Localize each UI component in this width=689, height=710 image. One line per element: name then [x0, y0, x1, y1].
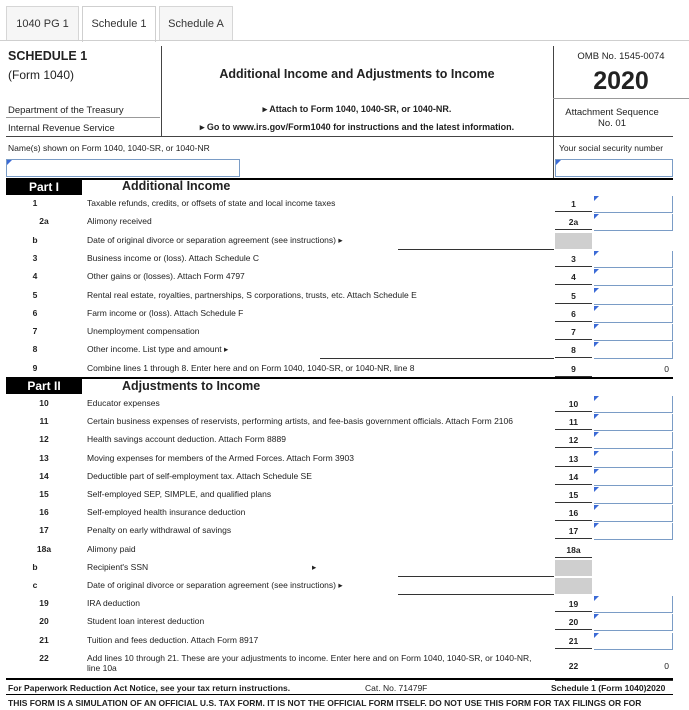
line-number: 22	[39, 652, 49, 663]
line-code: 16	[555, 505, 592, 521]
line-number: 13	[39, 452, 49, 463]
line-description: Educator expenses	[87, 398, 160, 408]
line-code: 7	[555, 324, 592, 340]
line-number: 10	[39, 398, 49, 408]
field-marker-icon	[594, 596, 599, 601]
tab-schedule-a[interactable]: Schedule A	[159, 6, 233, 40]
field-marker-icon	[594, 214, 599, 219]
line-number: 12	[39, 434, 49, 445]
form-title: Additional Income and Adjustments to Income	[219, 67, 495, 81]
line-code	[555, 578, 592, 594]
line-number: 6	[32, 307, 38, 318]
line-number: 2a	[39, 216, 49, 227]
line-code: 1	[555, 196, 592, 212]
amount-input[interactable]	[594, 432, 673, 449]
line-description: Combine lines 1 through 8. Enter here and on Form 1040, 1040-SR, or 1040-NR, line 8	[87, 362, 415, 373]
line-code: 19	[555, 596, 592, 612]
amount-input[interactable]	[594, 487, 673, 504]
line-description: Self-employed SEP, SIMPLE, and qualified plans	[87, 489, 272, 499]
inline-entry-field[interactable]	[398, 249, 554, 250]
line-number: c	[32, 580, 38, 590]
field-marker-icon	[594, 306, 599, 311]
line-number: 20	[39, 616, 49, 627]
line-code: 13	[555, 451, 592, 467]
line-code: 21	[555, 633, 592, 649]
amount-input[interactable]	[594, 633, 673, 650]
amount-input[interactable]	[594, 196, 673, 213]
name-input[interactable]	[6, 159, 240, 177]
field-marker-icon	[594, 269, 599, 274]
tab-schedule-1[interactable]: Schedule 1	[82, 6, 156, 42]
line-description: Tuition and fees deduction. Attach Form 8917	[87, 634, 259, 645]
sequence-number: No. 01	[598, 118, 626, 129]
line-number: 18a	[36, 543, 52, 554]
paperwork-notice: For Paperwork Reduction Act Notice, see your tax return instructions.	[8, 683, 291, 693]
line-number: 4	[32, 271, 38, 282]
part2-label: Part II	[6, 378, 82, 394]
schedule-reference: Schedule 1 (Form 1040)2020	[551, 683, 666, 693]
line-number: 5	[32, 289, 38, 300]
line-description: Recipient's SSN	[87, 561, 149, 572]
catalog-number: Cat. No. 71479F	[365, 683, 428, 693]
instructions-url: ▸ Go to www.irs.gov/Form1040 for instructions and the latest information.	[199, 122, 515, 132]
line-number: 9	[32, 362, 38, 373]
field-marker-icon	[556, 160, 561, 165]
inline-entry-field[interactable]	[320, 358, 554, 359]
amount-input[interactable]	[594, 288, 673, 305]
line-number: 16	[39, 507, 49, 518]
line-description: Self-employed health insurance deduction	[87, 507, 246, 518]
line-code: 20	[555, 614, 592, 630]
amount-input[interactable]	[594, 414, 673, 431]
line-code: 11	[555, 414, 592, 430]
irs-label: Internal Revenue Service	[8, 123, 115, 134]
line-number: b	[32, 561, 38, 572]
field-marker-icon	[594, 342, 599, 347]
attach-note: ▸ Attach to Form 1040, 1040-SR, or 1040-NR.	[262, 104, 452, 114]
field-marker-icon	[594, 523, 599, 528]
line-code: 9	[555, 361, 592, 377]
field-marker-icon	[594, 288, 599, 293]
line-number: b	[32, 234, 38, 245]
line-code: 3	[555, 251, 592, 267]
field-marker-icon	[594, 251, 599, 256]
field-marker-icon	[594, 451, 599, 456]
amount-input[interactable]	[594, 614, 673, 631]
tab-1040-pg1[interactable]: 1040 PG 1	[6, 6, 79, 40]
line-code: 18a	[555, 542, 592, 558]
amount-input[interactable]	[594, 396, 673, 413]
line-arrow: ▸	[312, 561, 317, 572]
field-marker-icon	[594, 633, 599, 638]
line-description: Farm income or (loss). Attach Schedule F	[87, 307, 244, 318]
line-description: Business income or (loss). Attach Schedule C	[87, 252, 259, 263]
line-number: 15	[39, 489, 49, 499]
line-code	[555, 560, 592, 576]
line-description: Certain business expenses of reservists, performing artists, and fee-basis government officials. Attach Form 2106	[87, 416, 513, 427]
amount-input[interactable]	[594, 251, 673, 268]
line-description: Rental real estate, royalties, partnerships, S corporations, trusts, etc. Attach Schedule E	[87, 289, 417, 300]
part1-title: Additional Income	[122, 179, 231, 193]
amount-input[interactable]	[594, 214, 673, 231]
field-marker-icon	[594, 414, 599, 419]
line-description: Date of original divorce or separation agreement (see instructions) ▸	[87, 234, 343, 245]
amount-input[interactable]	[594, 523, 673, 540]
line-description: Penalty on early withdrawal of savings	[87, 525, 232, 536]
amount-input: 0	[594, 361, 673, 378]
form-label: (Form 1040)	[8, 68, 75, 82]
line-description: Deductible part of self-employment tax. Attach Schedule SE	[87, 470, 312, 481]
line-code: 14	[555, 469, 592, 485]
field-marker-icon	[594, 396, 599, 401]
line-number: 19	[39, 598, 49, 609]
field-marker-icon	[594, 469, 599, 474]
line-code: 6	[555, 306, 592, 322]
schedule-title: SCHEDULE 1	[8, 49, 88, 63]
field-marker-icon	[594, 614, 599, 619]
line-description: Alimony received	[87, 216, 152, 227]
field-marker-icon	[7, 160, 12, 165]
amount-input: 0	[594, 651, 673, 681]
line-code	[555, 233, 592, 249]
tab-divider	[0, 40, 689, 41]
part2-title: Adjustments to Income	[122, 379, 261, 393]
line-number: 14	[39, 470, 49, 481]
amount-input[interactable]	[594, 451, 673, 468]
amount-input[interactable]	[594, 342, 673, 359]
inline-entry-field[interactable]	[398, 594, 554, 595]
line-code: 15	[555, 487, 592, 503]
ssn-label: Your social security number	[559, 143, 664, 153]
line-description: Date of original divorce or separation agreement (see instructions) ▸	[87, 580, 343, 590]
line-code: 17	[555, 523, 592, 539]
names-label: Name(s) shown on Form 1040, 1040-SR, or 1040-NR	[8, 143, 210, 153]
amount-input[interactable]	[594, 505, 673, 522]
line-code: 2a	[555, 214, 592, 230]
amount-input[interactable]	[594, 306, 673, 323]
line-code: 4	[555, 269, 592, 285]
line-description-cont: line 10a	[87, 662, 117, 673]
line-number: 11	[39, 416, 49, 427]
line-description: Add lines 10 through 21. These are your adjustments to income. Enter here and on Form 1040, 1040-SR, or 1040-NR,	[87, 652, 532, 663]
field-marker-icon	[594, 432, 599, 437]
line-code: 12	[555, 432, 592, 448]
field-marker-icon	[594, 324, 599, 329]
omb-number: OMB No. 1545-0074	[577, 51, 665, 62]
line-number: 3	[32, 252, 38, 263]
attachment-sequence: Attachment Sequence	[565, 107, 659, 118]
ssn-input[interactable]	[555, 159, 673, 177]
line-number: 21	[39, 634, 49, 645]
line-number: 7	[32, 326, 38, 337]
amount-input[interactable]	[594, 596, 673, 613]
amount-input[interactable]	[594, 269, 673, 286]
field-marker-icon	[594, 196, 599, 201]
simulation-disclaimer: THIS FORM IS A SIMULATION OF AN OFFICIAL U.S. TAX FORM. IT IS NOT THE OFFICIAL FORM ITSELF. DO NOT USE THIS FORM FOR TAX FILINGS OR FOR	[8, 698, 642, 708]
dept-label: Department of the Treasury	[8, 105, 124, 116]
line-description: Other gains or (losses). Attach Form 4797	[87, 271, 245, 282]
field-marker-icon	[594, 487, 599, 492]
tax-year: 2020	[593, 67, 649, 95]
line-code: 8	[555, 342, 592, 358]
line-description: Other income. List type and amount ▸	[87, 344, 229, 355]
amount-input[interactable]	[594, 324, 673, 341]
line-description: Unemployment compensation	[87, 326, 200, 337]
amount-input[interactable]	[594, 469, 673, 486]
line-description: Alimony paid	[87, 543, 136, 554]
line-number: 8	[32, 344, 38, 355]
line-code: 10	[555, 396, 592, 412]
line-description: Student loan interest deduction	[87, 616, 205, 627]
part1-label: Part I	[6, 179, 82, 195]
line-code: 22	[555, 651, 592, 681]
inline-entry-field[interactable]	[398, 576, 554, 577]
line-number: 17	[39, 525, 49, 536]
line-code: 5	[555, 288, 592, 304]
line-description: Health savings account deduction. Attach Form 8889	[87, 434, 286, 445]
line-number: 1	[32, 198, 38, 208]
line-description: IRA deduction	[87, 598, 140, 609]
line-description: Taxable refunds, credits, or offsets of state and local income taxes	[87, 198, 336, 208]
line-description: Moving expenses for members of the Armed Forces. Attach Form 3903	[87, 452, 354, 463]
field-marker-icon	[594, 505, 599, 510]
